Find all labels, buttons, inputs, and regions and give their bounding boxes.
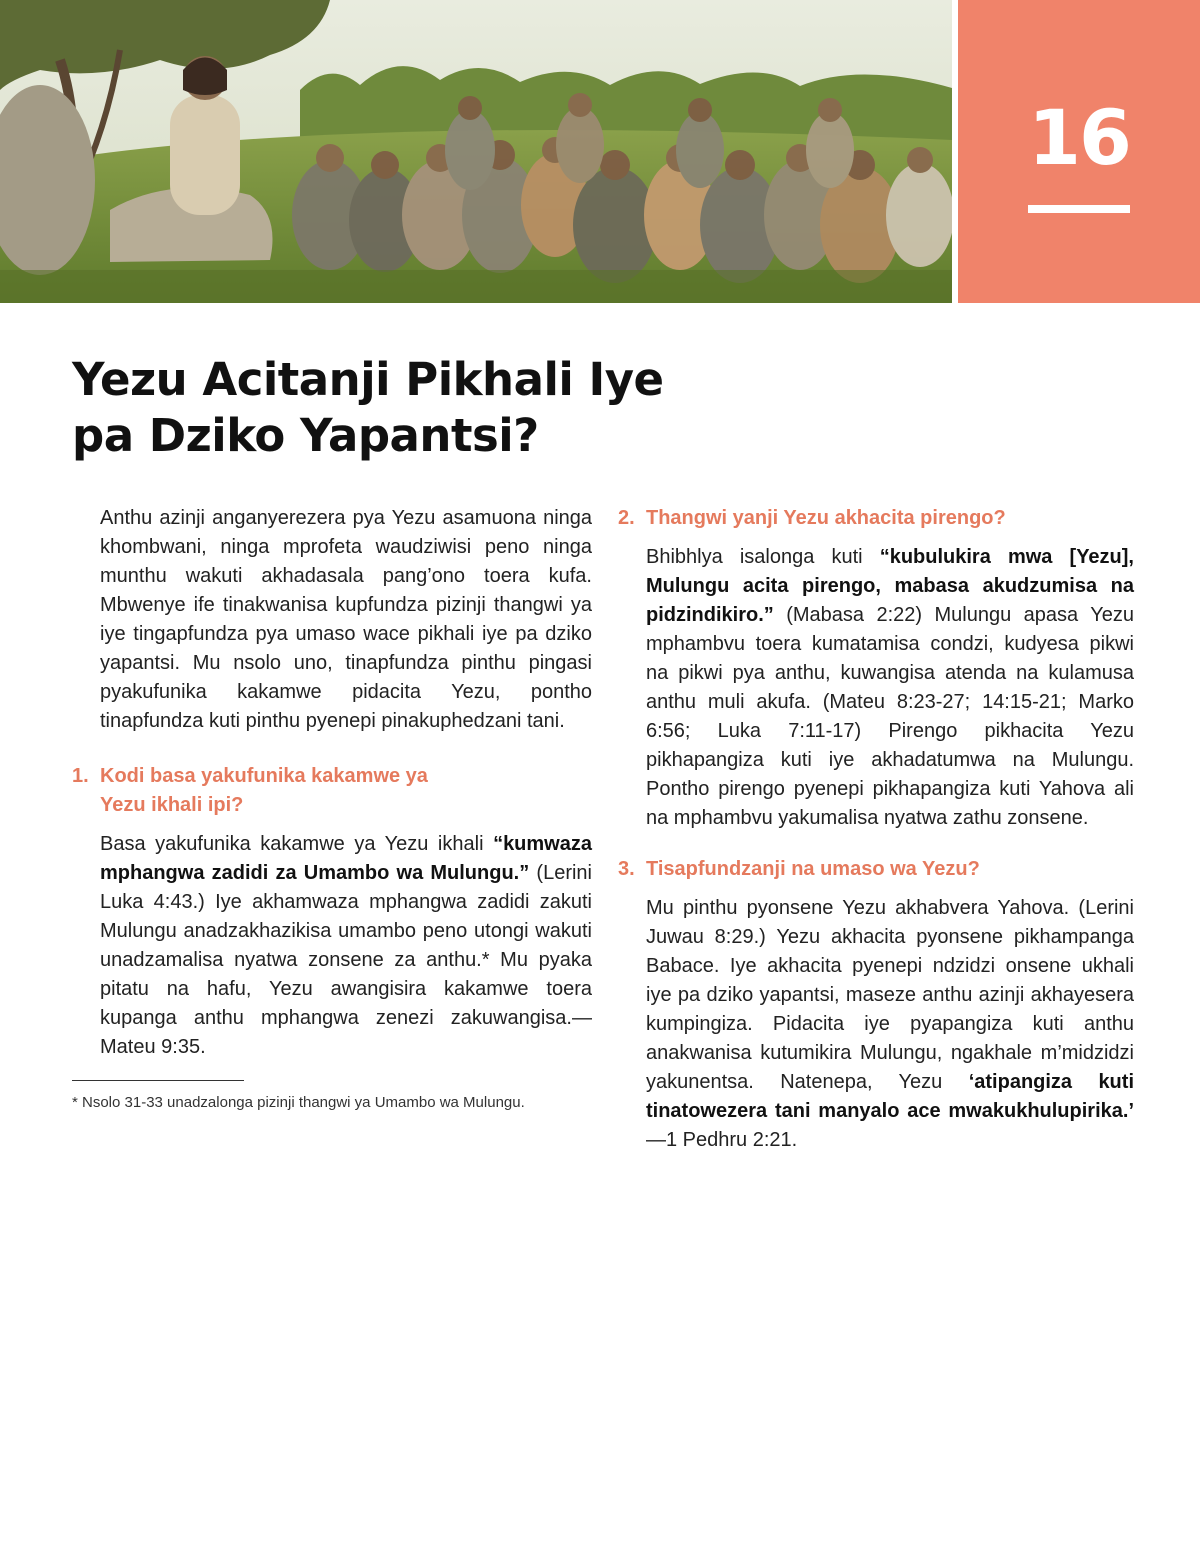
intro-paragraph: Anthu azinji anganyerezera pya Yezu asamuona ninga khombwani, ninga mprofeta waudziwisi peno ninga munthu wakuti akhadasala pang’ono toera kufa. Mbwenye ife tinakwanisa kupfundza pizinji thangwi ya iye tingapfundza pya umaso wace pikhali iye pa dziko yapantsi. Mu nsolo uno, tinapfundza pinthu pingasi pyakufunika kakamwe pidacita Yezu, pontho tinapfundza kuti pinthu pyenepi pinakuphedzani tani. [100,507,592,732]
question-text: Kodi basa yakufunika kakamwe ya Yezu ikhali ipi? [100,765,428,816]
question-number: 3. [618,858,635,880]
section-text: (Mabasa 2:22) Mulungu apasa Yezu mphambvu toera kumatamisa condzi, kudyesa pikwi na pikwi pya anthu, kuwangisa atenda na kulamusa anthu muli akufa. (Mateu 8:23-27; 14:15-21; Marko 6:56; Luka 7:11-17) Pirengo pikhacita Yezu pikhapangiza kuti iye akhadatumwa na Mulungu. Pontho pirengo pyenepi pikhapangiza kuti Yahova ali na mphambvu yakumalisa nyatwa zathu zonsene. [646,604,1134,829]
section-1-paragraph [72,830,592,1062]
question-3-heading [618,855,1134,884]
section-text: (Lerini Luka 4:43.) Iye akhamwaza mphangwa zadidi zakuti Mulungu anadzakhazikisa umambo peno utongi wakuti unadzamalisa nyatwa zonsene za anthu.* Mu pyaka pitatu na hafu, Yezu awangisira kakamwe toera kupanga anthu mphangwa zenezi zakuwangisa.—Mateu 9:35. [100,862,592,1058]
lesson-number: 16 [1028,93,1130,182]
title-line-1: Yezu Acitanji Pikhali Iye [72,353,664,406]
question-number: 2. [618,507,635,529]
header-illustration [0,0,952,303]
title-line-2: pa Dziko Yapantsi? [72,409,539,462]
crowd-scene-image [0,0,952,303]
question-1-heading [72,762,592,820]
section-text: Mu pinthu pyonsene Yezu akhabvera Yahova. (Lerini Juwau 8:29.) Yezu akhacita pyonsene pikhampanga Babace. Iye akhacita pyenepi ndzidzi onsene ukhali iye pa dziko yapantsi, maseze anthu azinji akhayesera kumpingiza. Pidacita iye pyapangiza kuti anthu anakwanisa kutumikira Mulungu, ngakhale m’midzidzi yakunentsa. Natenepa, Yezu [646,897,1134,1093]
section-text: —1 Pedhru 2:21. [646,1129,798,1151]
section-2-paragraph [618,543,1134,833]
question-text: Tisapfundzanji na umaso wa Yezu? [646,858,980,880]
bold-quote: ‘atipangiza kuti tinatowezera tani manyalo ace mwakukhulupirika.’ [646,1071,1134,1122]
right-column [618,504,1134,1155]
left-column [72,504,592,1113]
footnote: * Nsolo 31-33 unadzalonga pizinji thangwi ya Umambo wa Mulungu. [72,1094,525,1111]
bold-quote: “kumwaza mphangwa zadidi za Umambo wa Mulungu.” [100,833,592,884]
question-text: Thangwi yanji Yezu akhacita pirengo? [646,507,1006,529]
lesson-number-box [958,0,1200,303]
lesson-number-underline [1028,205,1130,213]
bold-quote: “kubulukira mwa [Yezu], Mulungu acita pirengo, mabasa akudzumisa na pidzindikiro.” [646,546,1134,626]
section-text: Bhibhlya isalonga kuti [646,546,880,568]
section-3-paragraph [618,894,1134,1155]
section-text: Basa yakufunika kakamwe ya Yezu ikhali [100,833,494,855]
footnote-divider [72,1080,244,1081]
page-title [72,352,772,464]
question-2-heading [618,504,1134,533]
question-number: 1. [72,765,89,787]
